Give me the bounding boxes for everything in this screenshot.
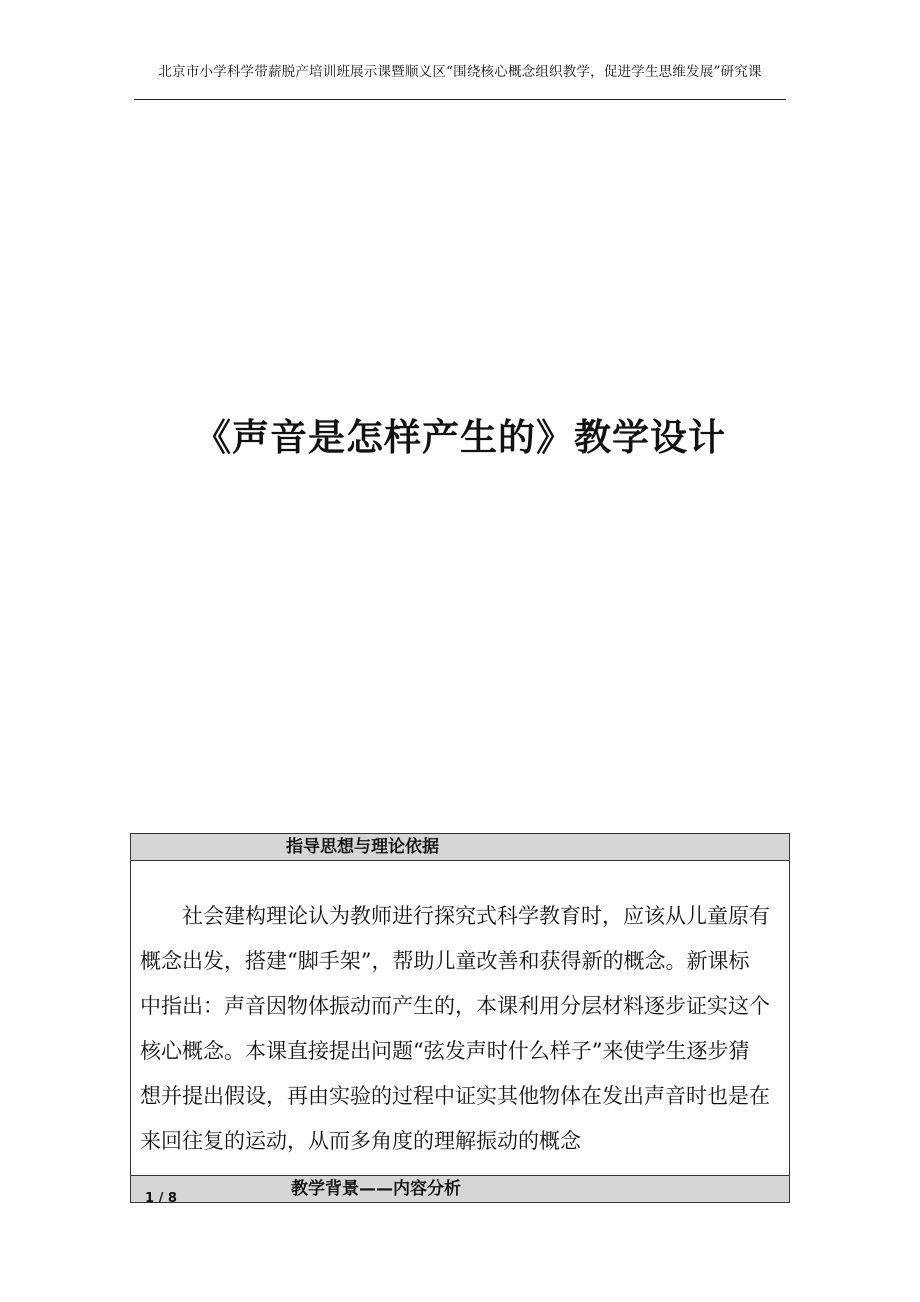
lesson-design-table	[130, 833, 790, 1203]
section-heading-teaching-background: 教学背景——内容分析	[131, 1175, 789, 1202]
running-header: 北京市小学科学带薪脱产培训班展示课暨顺义区“围绕核心概念组织教学，促进学生思维发展”研究课	[158, 64, 762, 80]
paragraph-line: 来回往复的运动，从而多角度的理解振动的概念	[140, 1129, 581, 1153]
paragraph-line: 核心概念。本课直接提出问题“弦发声时什么样子”来使学生逐步猜	[140, 1039, 750, 1063]
page-number: 1 / 8	[145, 1191, 177, 1206]
paragraph-line: 社会建构理论认为教师进行探究式科学教育时，应该从儿童原有	[182, 904, 770, 928]
paragraph-line: 概念出发，搭建“脚手架”，帮助儿童改善和获得新的概念。新课标	[140, 949, 750, 973]
header-divider	[134, 99, 786, 100]
section-body-guiding-theory	[131, 861, 789, 1175]
paragraph-line: 中指出：声音因物体振动而产生的，本课利用分层材料逐步证实这个	[140, 994, 770, 1018]
paragraph-line: 想并提出假设，再由实验的过程中证实其他物体在发出声音时也是在	[140, 1084, 770, 1108]
section-heading-guiding-theory: 指导思想与理论依据	[131, 834, 789, 861]
document-title: 《声音是怎样产生的》教学设计	[194, 415, 726, 459]
